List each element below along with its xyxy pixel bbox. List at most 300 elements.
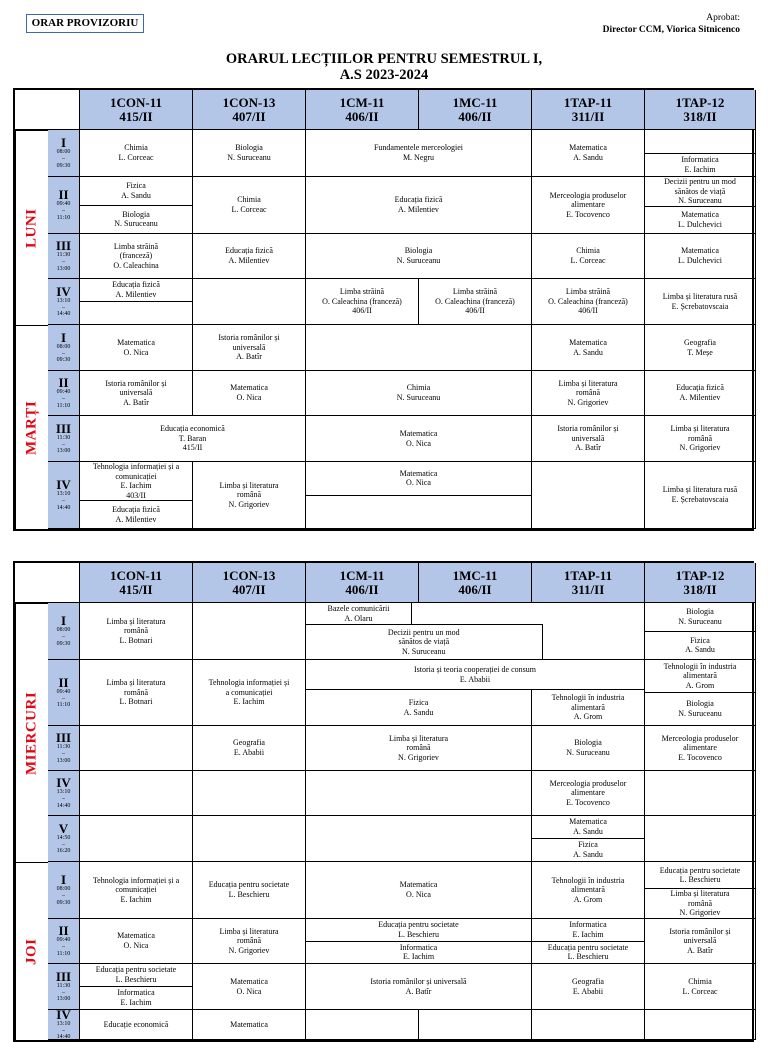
period-label [48,371,80,416]
period-label [48,462,80,529]
schedule-cell [532,919,645,964]
group-name: 1TAP-12 [675,94,725,110]
cell-line: M. Negru [402,153,435,162]
schedule-cell [532,234,645,279]
cell-line: E. Iachim [233,697,265,707]
cell-line: Biologia [235,143,263,153]
schedule-cell [306,964,532,1010]
schedule-cell [645,660,756,726]
cell-line: E. Iachim [120,894,152,904]
period-time: 09:30 [56,357,71,364]
cell-line: Matematica [117,337,155,347]
cell-line: L. Beschieru [228,890,270,899]
cell-line: N. Suruceanu [402,646,446,656]
cell-line: Decizii pentru un mod [387,627,460,637]
cell-line: A. Olaru [344,613,373,623]
period-number: III [55,968,72,984]
cell-line: A. Milentiev [228,256,270,265]
period-number: I [60,613,67,629]
schedule-cell [645,1010,756,1040]
group-header [80,90,193,130]
cell-line: Geografia [684,337,716,347]
period-label [48,919,80,964]
schedule-subcell [645,693,755,725]
cell-line: alimentare [683,743,717,753]
group-room: 318/II [683,108,717,124]
period-time: 13:10 [56,789,71,796]
cell-line: N. Grigoriev [398,752,439,762]
schedule-subcell [645,632,755,660]
cell-line: A. Sandu [573,850,603,859]
group-room: 406/II [345,108,379,124]
cell-line: E. Iachim [684,164,716,174]
cell-line: E. Iachim [572,929,604,939]
cell-line: A. Batîr [123,397,149,407]
cell-line: A. Sandu [403,707,434,717]
schedule-cell [80,462,193,529]
period-time: 11:30 [56,982,71,989]
cell-line: A. Grom [573,894,603,904]
cell-line: O. Nica [406,478,431,488]
period-label [48,279,80,325]
cell-line: N. Suruceanu [396,256,441,265]
period-time: 14:50 [56,834,71,841]
cell-line: E. Ababii [233,748,265,757]
schedule-subcell [80,177,192,206]
schedule-cell [306,462,532,529]
period-time: 11:30 [56,252,71,259]
schedule-cell [532,771,645,816]
cell-line: Biologia [404,246,433,256]
cell-line: O. Caleachina (franceză) [435,296,515,306]
schedule-cell [532,416,645,462]
cell-line: Limba și literatura [219,480,279,490]
cell-line: L. Corceac [118,153,154,162]
cell-line: română [688,898,712,908]
day-label: LUNI [15,130,48,325]
group-room: 406/II [345,581,379,597]
cell-line: L. Corceac [570,256,606,265]
cell-line: Limba străină [113,241,159,251]
schedule-cell [306,919,532,964]
day-label: MARȚI [15,325,48,529]
cell-line: A. Grom [573,712,603,722]
period-number: IV [56,1010,71,1022]
period-label [48,130,80,177]
period-time: 11:30 [56,434,71,441]
cell-line: A. Sandu [121,190,151,200]
schedule-subcell [645,177,755,207]
schedule-cell [193,771,306,816]
cell-line: Biologia [122,209,150,219]
cell-line: Istoria românilor și universală [370,976,467,986]
cell-line: 415/II [182,443,203,453]
cell-line: N. Suruceanu [678,616,722,626]
group-name: 1CON-11 [110,94,162,110]
cell-line: N. Suruceanu [227,153,271,162]
cell-line: Educația fizică [112,505,160,515]
group-header [419,90,532,130]
cell-line: A. Milentiev [115,290,157,299]
group-name: 1TAP-11 [563,94,613,110]
schedule-cell [80,177,193,234]
corner-cell [15,563,80,603]
cell-line: Educația fizică [225,246,273,256]
cell-line: L. Beschieru [398,929,439,939]
cell-line: Informatica [681,155,719,165]
period-number: IV [56,477,71,493]
schedule-subcell [306,624,543,659]
schedule-cell [80,816,193,862]
cell-line: Informatica [117,988,155,998]
cell-line: A. Milentiev [398,205,439,214]
schedule-cell [80,603,193,660]
schedule-cell [645,964,756,1010]
schedule-subcell [306,603,644,625]
period-time: – [62,396,65,403]
cell-line: Matematica [230,1019,268,1029]
period-time: 11:10 [56,950,71,957]
schedule-subcell [80,501,192,528]
cell-line: Istoria românilor și [105,378,167,388]
period-label [48,177,80,234]
group-room: 407/II [232,581,266,597]
cell-line: alimentară [571,702,605,712]
period-number: III [55,730,72,746]
cell-line: Matematica [569,817,607,827]
schedule-cell [306,1010,419,1040]
cell-line: O. Nica [123,941,149,950]
period-time: – [62,498,65,505]
schedule-cell [645,603,756,660]
cell-line: A. Sandu [685,645,715,655]
group-header [193,563,306,603]
period-time: – [62,695,65,702]
group-name: 1MC-11 [452,94,498,110]
cell-line: Fundamentele merceologiei [373,143,464,153]
period-time: – [62,796,65,803]
period-time: – [62,350,65,357]
schedule-cell [193,816,306,862]
cell-line: 406/II [352,306,372,316]
cell-line: Decizii pentru un mod [664,177,736,186]
group-header [306,563,419,603]
cell-line: alimentare [571,200,605,210]
cell-line: O. Nica [236,986,262,996]
cell-line: Educație economică [103,1019,169,1029]
cell-line: 406/II [578,306,598,316]
schedule-cell [419,279,532,325]
schedule-cell [306,279,419,325]
period-label [48,1010,80,1040]
cell-line: Geografia [233,738,265,748]
schedule-cell [193,234,306,279]
cell-line: O. Caleachina (franceză) [548,296,628,306]
period-time: 13:00 [56,265,71,272]
period-time: – [62,634,65,641]
schedule-cell [645,462,756,529]
period-time: – [62,441,65,448]
schedule-cell [419,1010,532,1040]
period-label [48,771,80,816]
schedule-subcell [80,206,192,234]
period-time: 13:10 [56,297,71,304]
schedule-cell [80,726,193,771]
group-name: 1TAP-12 [675,567,725,583]
cell-line: Matematica [681,246,719,256]
schedule-cell [532,726,645,771]
schedule-cell [532,964,645,1010]
schedule-cell [306,371,532,416]
cell-line: Chimia [124,143,148,153]
provisional-badge: ORAR PROVIZORIU [26,14,144,33]
schedule-cell [532,816,645,862]
cell-line: A. Sandu [573,827,603,836]
schedule-cell [532,279,645,325]
group-room: 415/II [119,581,153,597]
group-name: 1MC-11 [452,567,498,583]
schedule-cell [645,816,756,862]
cell-line: Educația fizică [112,280,160,290]
cell-line: Geografia [572,976,604,986]
group-name: 1CON-13 [222,94,276,110]
period-time: 09:40 [56,201,71,208]
period-time: – [62,893,65,900]
cell-line: Tehnologii în industria [663,661,737,671]
period-time: 09:40 [56,389,71,396]
cell-line: Biologia [686,607,714,617]
page-subtitle: A.S 2023-2024 [339,67,429,83]
group-room: 318/II [683,581,717,597]
schedule-cell [193,371,306,416]
group-room: 311/II [571,108,605,124]
schedule-cell [645,325,756,371]
period-number: III [55,420,72,436]
schedule-cell [306,726,532,771]
period-time: 09:40 [56,688,71,695]
cell-line: E. Șcrebatovscaia [671,301,729,311]
cell-line: Educația economică [160,424,225,434]
period-label [48,726,80,771]
schedule-subcell [306,690,644,725]
period-time: 09:40 [56,937,71,944]
group-name: 1CON-13 [222,567,276,583]
approval-block [603,12,740,36]
cell-line: N. Suruceanu [566,748,610,757]
period-time: 09:30 [56,162,71,169]
cell-line: N. Grigoriev [679,908,721,918]
group-name: 1TAP-11 [563,567,613,583]
cell-line: E. Tocovenco [566,209,610,219]
schedule-cell [80,130,193,177]
cell-line: sănătos de viață [674,186,726,196]
cell-line: română [237,936,261,946]
cell-line: A. Grom [685,680,715,690]
period-time: 08:00 [56,886,71,893]
cell-line: Tehnologia informației și [208,678,290,688]
period-time: 09:30 [56,899,71,906]
period-number: IV [56,283,71,299]
cell-line: N. Grigoriev [567,397,609,407]
schedule-cell [306,416,532,462]
cell-line: L. Corceac [231,205,267,214]
schedule-cell [80,771,193,816]
cell-line: Fizica [690,635,710,645]
cell-line: Merceologia produselor [549,190,627,200]
period-time: – [62,208,65,215]
cell-line: Matematica [399,428,438,438]
schedule-cell [193,862,306,919]
period-label [48,325,80,371]
cell-line: L. Botnari [119,697,153,707]
group-header [419,563,532,603]
period-time: 08:00 [56,149,71,156]
schedule-cell [80,234,193,279]
period-label [48,816,80,862]
period-label [48,660,80,726]
cell-line: N. Suruceanu [678,709,722,718]
cell-line: Limba și literatura rusă [662,291,738,301]
cell-line: N. Suruceanu [396,393,441,402]
cell-line: Matematica [399,880,438,890]
schedule-cell [80,1010,193,1040]
schedule-subcell [80,964,192,987]
period-number: III [55,238,72,254]
schedule-cell [306,771,532,816]
schedule-cell [80,371,193,416]
cell-line: Matematica [399,468,438,478]
schedule-cell [645,371,756,416]
period-time: 11:10 [56,702,71,709]
schedule-cell [306,660,645,726]
cell-line: L. Beschieru [567,952,609,962]
cell-line: L. Botnari [119,635,153,645]
schedule-cell [193,1010,306,1040]
schedule-cell [193,603,306,660]
schedule-subcell [645,130,755,154]
schedule-cell [193,325,306,371]
schedule-subcell [306,496,531,529]
schedule-subcell [80,302,192,324]
schedule-subcell [645,207,755,233]
period-label [48,234,80,279]
cell-line: Tehnologia informației și a [92,462,180,471]
schedule-cell [80,416,306,462]
cell-line: Chimia [406,383,431,393]
schedule-cell [193,462,306,529]
cell-line: E. Iachim [402,952,435,962]
schedule-cell [645,177,756,234]
schedule-subcell [306,462,531,496]
schedule-cell [80,919,193,964]
cell-line: română [576,388,600,398]
schedule-cell [306,816,532,862]
cell-line: L. Dulchevici [678,256,722,265]
cell-line: Limba străină [452,287,498,297]
period-time: 14:40 [56,311,71,318]
schedule-cell [306,130,532,177]
group-header [306,90,419,130]
schedule-subcell [645,862,755,889]
schedule-subcell [80,462,192,501]
cell-line: L. Dulchevici [678,219,722,229]
day-label: JOI [15,862,48,1040]
cell-line: Merceologia produselor [661,733,739,743]
cell-line: Bazele comunicării [327,603,390,613]
schedule-subcell [306,603,412,625]
cell-line: Matematica [569,337,607,347]
cell-line: Istoria și teoria cooperației de consum [414,664,536,674]
cell-line: Educația pentru societate [95,965,177,975]
schedule-cell [306,862,532,919]
schedule-subcell [306,690,532,725]
period-number: II [58,674,69,690]
cell-line: Limba și literatura [106,678,166,688]
cell-line: A. Sandu [573,153,603,162]
cell-line: Educația pentru societate [547,942,629,952]
cell-line: E. Tocovenco [566,797,610,807]
cell-line: L. Beschieru [115,975,157,984]
group-header [645,563,756,603]
day-label: MIERCURI [15,603,48,862]
cell-line: română [237,490,261,500]
schedule-cell [80,279,193,325]
cell-line: română [124,626,148,636]
cell-line: Merceologia produselor [549,778,627,788]
schedule-subcell [532,690,644,725]
schedule-cell [645,771,756,816]
schedule-cell [306,177,532,234]
period-time: – [62,841,65,848]
cell-line: A. Batîr [236,352,262,362]
schedule-cell [645,279,756,325]
group-header [645,90,756,130]
cell-line: L. Beschieru [679,875,721,885]
cell-line: L. Corceac [682,986,718,996]
cell-line: Limba și literatura [106,616,166,626]
period-time: 13:00 [56,757,71,764]
cell-line: N. Grigoriev [228,945,270,955]
cell-line: 406/II [465,306,485,316]
schedule-cell [80,325,193,371]
schedule-subcell [306,660,644,690]
schedule-subcell [532,942,644,964]
period-time: 11:30 [56,744,71,751]
schedule-cell [645,130,756,177]
schedule-subcell [306,919,531,942]
cell-line: O. Nica [236,393,262,402]
group-room: 406/II [458,581,492,597]
cell-line: Tehnologii în industria [551,875,625,885]
group-header [532,563,645,603]
cell-line: Educația pentru societate [378,920,459,930]
schedule-subcell [532,919,644,942]
schedule-cell [645,234,756,279]
cell-line: comunicației [115,885,157,895]
cell-line: alimentară [571,885,605,895]
cell-line: E. Ababii [572,986,604,996]
cell-line: română [406,743,431,753]
schedule-cell [532,862,645,919]
schedule-subcell [645,603,755,632]
cell-line: română [124,687,148,697]
period-time: – [62,1027,65,1034]
cell-line: Biologia [686,699,714,709]
period-time: – [62,751,65,758]
cell-line: Limba și literatura [219,926,279,936]
cell-line: Istoria românilor și [669,926,731,936]
schedule-cell [532,325,645,371]
